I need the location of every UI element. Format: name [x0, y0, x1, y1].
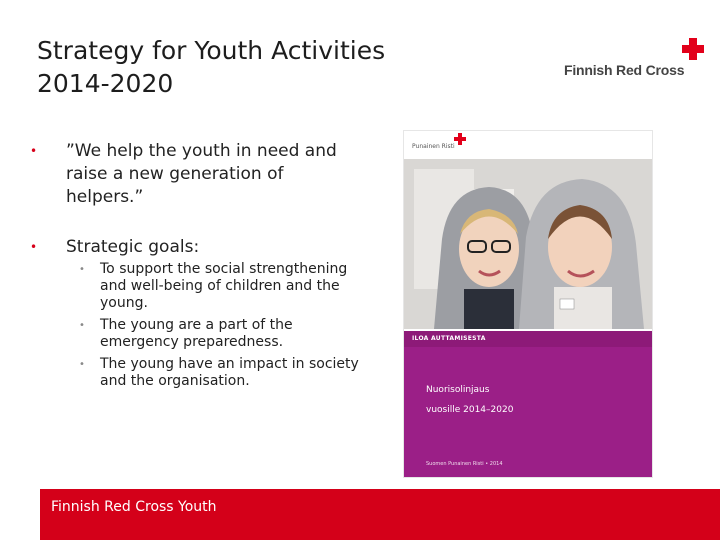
cover-brand: Punainen Risti — [412, 143, 455, 150]
sub-bullet-item — [30, 317, 370, 351]
bullet-list — [30, 140, 360, 395]
cover-subtitle: vuosille 2014–2020 — [426, 405, 514, 415]
sub-bullet-marker: • — [79, 264, 85, 275]
cover-stripe — [404, 331, 652, 347]
footer-text: Finnish Red Cross Youth — [51, 499, 217, 515]
cover-purple-panel — [404, 347, 652, 478]
title-line-1: Strategy for Youth Activities — [37, 36, 386, 65]
bullet-marker: • — [30, 144, 38, 158]
cover-red-cross-icon — [454, 133, 466, 145]
sub-bullet-item — [30, 261, 370, 312]
red-cross-icon — [682, 38, 704, 60]
sub-bullet-marker: • — [79, 359, 85, 370]
logo-text: Finnish Red Cross — [564, 62, 685, 78]
finnish-red-cross-logo — [564, 38, 704, 80]
bullet-marker: • — [30, 240, 38, 254]
sub-bullet-marker: • — [79, 320, 85, 331]
sub-bullet-text: To support the social strengthening and well-being of children and the young. — [100, 261, 348, 311]
sub-bullet-item — [30, 356, 370, 390]
bullet-text: ”We help the youth in need and raise a new generation of helpers.” — [66, 141, 337, 207]
sub-bullet-text: The young are a part of the emergency preparedness. — [100, 317, 293, 350]
bullet-item — [30, 236, 360, 259]
youth-photo-illustration — [404, 159, 652, 329]
footer-bar — [40, 489, 720, 540]
bullet-text: Strategic goals: — [66, 237, 200, 257]
sub-bullet-text: The young have an impact in society and the organisation. — [100, 356, 359, 389]
slide-title — [37, 34, 477, 100]
title-line-2: 2014-2020 — [37, 69, 174, 98]
cover-photo — [404, 159, 652, 329]
cover-footer: Suomen Punainen Risti • 2014 — [426, 461, 503, 467]
bullet-item — [30, 140, 360, 209]
cover-title: Nuorisolinjaus — [426, 385, 490, 395]
cover-stripe-label: ILOA AUTTAMISESTA — [412, 335, 486, 342]
brochure-cover-image — [403, 130, 653, 478]
